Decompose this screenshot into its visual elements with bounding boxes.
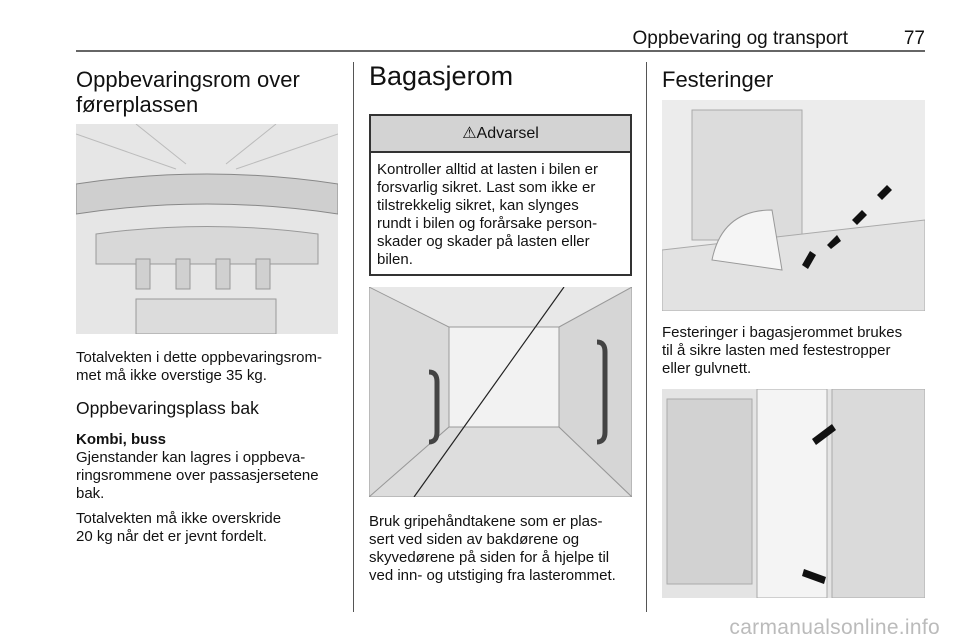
text-line: tilstrekkelig sikret, kan slynges (377, 197, 579, 214)
overhead-weight-text (76, 349, 346, 385)
variant-label: Kombi, buss (76, 431, 167, 448)
header-rule (76, 50, 925, 52)
text-line: til å sikre lasten med festestropper (662, 342, 891, 359)
lashing-eyes-floor-illustration (662, 100, 925, 311)
grab-handles-text (369, 513, 644, 585)
text-line: bak. (76, 485, 105, 502)
text-line: ringsrommene over passasjersetene (76, 467, 319, 484)
warning-triangle-icon: ⚠ (462, 125, 477, 142)
text-line: rundt i bilen og forårsake person- (377, 215, 598, 232)
rear-storage-text (76, 431, 346, 546)
text-line: met må ikke overstige 35 kg. (76, 367, 267, 384)
text-line: Totalvekten må ikke overskride (76, 510, 282, 527)
text-line: skader og skader på lasten eller (377, 233, 590, 250)
warning-box (369, 114, 632, 276)
text-line: bilen. (377, 251, 413, 268)
column-divider (353, 62, 354, 612)
cargo-handles-illustration (369, 287, 632, 497)
subheading-rear-storage: Oppbevaringsplass bak (76, 398, 259, 418)
text-line: skyvedørene på siden for å hjelpe til (369, 549, 610, 566)
text-line: Gjenstander kan lagres i oppbeva- (76, 449, 306, 466)
page-number: 77 (903, 28, 925, 49)
text-line: eller gulvnett. (662, 360, 752, 377)
column-divider (646, 62, 647, 612)
overhead-storage-illustration (76, 124, 338, 334)
text-line: forsvarlig sikret. Last som ikke er (377, 179, 596, 196)
section-title-lashing-eyes: Festeringer (662, 67, 774, 92)
section-title-overhead-storage: Oppbevaringsrom over førerplassen (76, 67, 300, 117)
text-line: 20 kg når det er jevnt fordelt. (76, 528, 267, 545)
text-line: Festeringer i bagasjerommet brukes (662, 324, 903, 341)
text-line: Totalvekten i dette oppbevaringsrom- (76, 349, 322, 366)
lashing-eyes-side-illustration (662, 389, 925, 598)
section-title-cargo-area: Bagasjerom (369, 61, 514, 91)
warning-header (371, 116, 630, 153)
text-line: ved inn- og utstiging fra lasterommet. (369, 567, 616, 584)
text-line: Bruk gripehåndtakene som er plas- (369, 513, 603, 530)
lashing-eyes-text (662, 324, 937, 378)
warning-title: Advarsel (476, 125, 539, 142)
running-header-section: Oppbevaring og transport (632, 28, 848, 49)
warning-body (371, 153, 630, 269)
watermark: carmanualsonline.info (729, 616, 940, 639)
text-line: sert ved siden av bakdørene og (369, 531, 580, 548)
text-line: Kontroller alltid at lasten i bilen er (377, 161, 598, 178)
